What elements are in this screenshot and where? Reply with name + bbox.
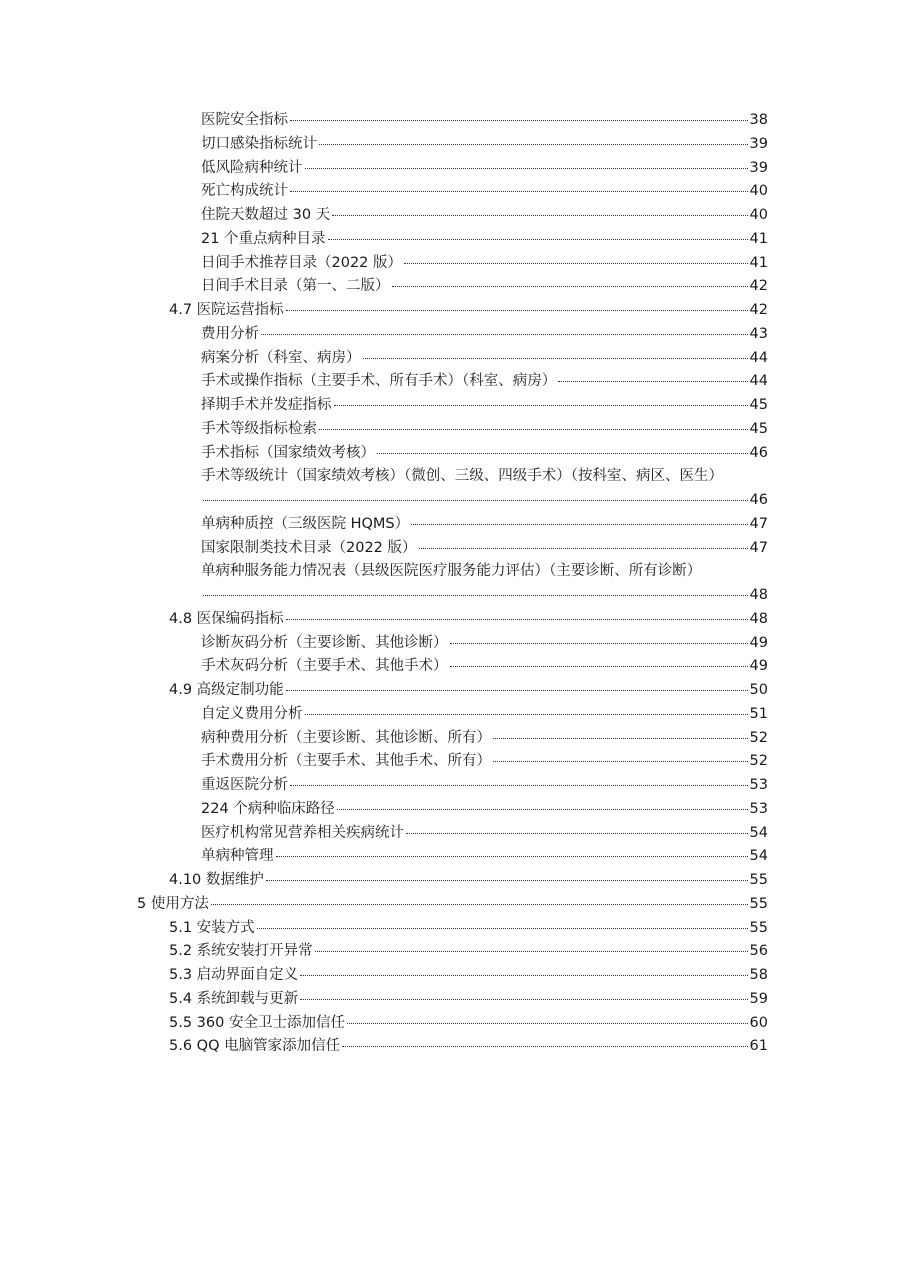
- toc-entry[interactable]: [0, 275, 768, 299]
- toc-entry-title: 日间手术推荐目录（2022 版）: [201, 254, 403, 271]
- toc-entry-page: 59: [749, 990, 768, 1007]
- toc-entry[interactable]: [0, 893, 768, 917]
- toc-entry-title: 低风险病种统计: [201, 159, 303, 176]
- dot-leader: [493, 760, 748, 762]
- toc-entry-title: 自定义费用分析: [201, 705, 303, 722]
- toc-entry-page: 42: [749, 302, 768, 318]
- toc-entry[interactable]: [0, 442, 768, 466]
- toc-entry-page: 47: [749, 539, 768, 556]
- toc-entry[interactable]: [0, 157, 768, 181]
- dot-leader: [450, 665, 748, 667]
- dot-leader: [257, 927, 748, 929]
- toc-entry-title: 诊断灰码分析（主要诊断、其他诊断）: [201, 634, 448, 651]
- toc-entry-title: 单病种管理: [201, 848, 274, 865]
- toc-entry-page: 52: [749, 753, 768, 770]
- toc-entry-page: 39: [749, 135, 768, 152]
- toc-entry-title: 5.3 启动界面自定义: [169, 967, 299, 983]
- toc-entry-title: 5 使用方法: [137, 895, 209, 912]
- toc-entry[interactable]: [0, 679, 768, 703]
- toc-entry-page: 42: [749, 278, 768, 295]
- toc-entry-title: 重返医院分析: [201, 777, 288, 793]
- toc-entry-page: 54: [749, 824, 768, 841]
- dot-leader: [493, 737, 748, 739]
- dot-leader: [211, 903, 748, 905]
- dot-leader: [315, 950, 748, 952]
- toc-entry[interactable]: [0, 798, 768, 822]
- toc-entry-page: 44: [749, 373, 768, 390]
- toc-entry[interactable]: [0, 964, 768, 988]
- toc-entry[interactable]: [0, 418, 768, 442]
- toc-entry-title: 医疗机构常见营养相关疾病统计: [201, 824, 404, 841]
- toc-entry-title: 手术等级统计（国家绩效考核）（微创、三级、四级手术）（按科室、病区、医生）: [201, 468, 723, 485]
- toc-entry-title: 病案分析（科室、病房）: [201, 349, 361, 366]
- toc-entry-page: 60: [749, 1014, 768, 1031]
- dot-leader: [305, 167, 748, 169]
- toc-entry[interactable]: [0, 822, 768, 846]
- dot-leader: [328, 238, 748, 240]
- toc-entry-title: 手术等级指标检索: [201, 420, 317, 437]
- toc-entry[interactable]: [0, 513, 768, 537]
- toc-entry-title: 死亡构成统计: [201, 183, 288, 200]
- toc-entry-title: 5.6 QQ 电脑管家添加信任: [169, 1038, 341, 1055]
- toc-entry-title: 4.7 医院运营指标: [169, 302, 284, 318]
- toc-entry[interactable]: [0, 109, 768, 133]
- toc-entry[interactable]: [0, 750, 768, 774]
- toc-entry[interactable]: [0, 988, 768, 1012]
- toc-entry-page: 41: [749, 230, 768, 247]
- toc-entry-page: 39: [749, 159, 768, 176]
- toc-entry-page: 53: [749, 777, 768, 793]
- toc-entry-page: 44: [749, 349, 768, 366]
- dot-leader: [419, 547, 748, 549]
- dot-leader: [406, 832, 748, 834]
- toc-entry[interactable]: [0, 394, 768, 418]
- toc-entry-title: 4.9 高级定制功能: [169, 682, 284, 698]
- toc-entry-title: 手术指标（国家绩效考核）: [201, 444, 375, 461]
- toc-entry-title: 费用分析: [201, 325, 259, 342]
- toc-entry-page: 48: [749, 610, 768, 627]
- toc-entry-page: 45: [749, 397, 768, 413]
- toc-entry-title: 手术费用分析（主要手术、其他手术、所有）: [201, 753, 491, 770]
- toc-entry-page: 49: [749, 658, 768, 675]
- dot-leader: [300, 974, 747, 976]
- toc-entry[interactable]: [0, 774, 768, 798]
- toc-entry[interactable]: [0, 1012, 768, 1036]
- toc-entry-page: 55: [749, 919, 768, 936]
- toc-entry-page: 55: [749, 895, 768, 912]
- toc-entry[interactable]: [0, 845, 768, 869]
- toc-entry-page: 38: [749, 112, 768, 128]
- toc-entry[interactable]: [0, 940, 768, 964]
- dot-leader: [363, 357, 748, 359]
- toc-entry[interactable]: [0, 180, 768, 204]
- dot-leader: [286, 309, 748, 311]
- dot-leader: [286, 689, 748, 691]
- toc-entry-title: 单病种质控（三级医院 HQMS）: [201, 515, 410, 532]
- toc-entry-title: 5.1 安装方式: [169, 919, 255, 936]
- dot-leader: [377, 452, 748, 454]
- toc-entry-page: 46: [749, 492, 768, 508]
- toc-entry-title: 21 个重点病种目录: [201, 230, 326, 247]
- toc-entry-title: 日间手术目录（第一、二版）: [201, 278, 390, 295]
- toc-entry-title: 4.10 数据维护: [169, 872, 264, 888]
- dot-leader: [319, 143, 748, 145]
- toc-entry[interactable]: [0, 228, 768, 252]
- toc-entry-title: 手术灰码分析（主要手术、其他手术）: [201, 658, 448, 675]
- toc-entry[interactable]: [0, 323, 768, 347]
- toc-entry[interactable]: [0, 917, 768, 941]
- toc-entry-page: 55: [749, 872, 768, 888]
- toc-entry-page: 40: [749, 183, 768, 200]
- toc-entry-page: 49: [749, 634, 768, 651]
- toc-entry[interactable]: [0, 727, 768, 751]
- dot-leader: [203, 499, 748, 501]
- toc-entry-page: 61: [749, 1038, 768, 1055]
- toc-entry[interactable]: [0, 869, 768, 893]
- toc-entry-title: 5.4 系统卸载与更新: [169, 990, 299, 1007]
- toc-entry-page: 50: [749, 682, 768, 698]
- toc-entry-page: 45: [749, 420, 768, 437]
- dot-leader: [558, 380, 747, 382]
- toc-entry-title: 病种费用分析（主要诊断、其他诊断、所有）: [201, 729, 491, 746]
- toc-entry-page: 58: [749, 967, 768, 983]
- dot-leader: [276, 855, 748, 857]
- toc-entry-page: 48: [749, 587, 768, 603]
- toc-entry-title: 国家限制类技术目录（2022 版）: [201, 539, 417, 556]
- toc-entry-title: 手术或操作指标（主要手术、所有手术）（科室、病房）: [201, 373, 557, 390]
- toc-entry-page: 40: [749, 207, 768, 223]
- dot-leader: [290, 190, 748, 192]
- dot-leader: [332, 214, 747, 216]
- toc-entry[interactable]: [0, 347, 768, 371]
- toc-entry[interactable]: [0, 703, 768, 727]
- dot-leader: [411, 523, 747, 525]
- dot-leader: [319, 428, 748, 430]
- toc-entry-title: 224 个病种临床路径: [201, 800, 335, 817]
- toc-entry[interactable]: [0, 632, 768, 656]
- dot-leader: [342, 1045, 747, 1047]
- toc-entry[interactable]: [0, 1035, 768, 1059]
- toc-entry-page: 41: [749, 254, 768, 271]
- toc-entry-page: 51: [749, 705, 768, 722]
- toc-entry-page: 52: [749, 729, 768, 746]
- toc-entry-page: 46: [749, 444, 768, 461]
- dot-leader: [261, 333, 748, 335]
- toc-entry[interactable]: [0, 370, 768, 394]
- dot-leader: [290, 119, 748, 121]
- toc-entry-title: 4.8 医保编码指标: [169, 610, 284, 627]
- toc-list: [0, 109, 768, 1059]
- toc-entry[interactable]: [0, 560, 768, 608]
- table-of-contents: [0, 109, 905, 1059]
- toc-entry-page: 47: [749, 515, 768, 532]
- toc-entry-title: 单病种服务能力情况表（县级医院医疗服务能力评估）（主要诊断、所有诊断）: [201, 563, 702, 580]
- dot-leader: [305, 713, 748, 715]
- toc-entry-title: 住院天数超过 30 天: [201, 207, 331, 223]
- dot-leader: [290, 784, 748, 786]
- dot-leader: [334, 404, 748, 406]
- dot-leader: [203, 594, 748, 596]
- toc-entry-title: 5.2 系统安装打开异常: [169, 943, 313, 960]
- toc-entry[interactable]: [0, 655, 768, 679]
- dot-leader: [392, 285, 748, 287]
- dot-leader: [286, 618, 748, 620]
- toc-entry-page: 53: [749, 800, 768, 817]
- toc-entry-title: 医院安全指标: [201, 112, 288, 128]
- dot-leader: [300, 998, 747, 1000]
- toc-entry-title: 5.5 360 安全卫士添加信任: [169, 1014, 345, 1031]
- dot-leader: [347, 1022, 748, 1024]
- toc-entry-page: 56: [749, 943, 768, 960]
- toc-entry[interactable]: [0, 465, 768, 513]
- toc-entry[interactable]: [0, 608, 768, 632]
- dot-leader: [404, 262, 748, 264]
- dot-leader: [450, 642, 748, 644]
- toc-entry-page: 54: [749, 848, 768, 865]
- toc-entry[interactable]: [0, 252, 768, 276]
- toc-entry-title: 切口感染指标统计: [201, 135, 317, 152]
- toc-entry-title: 择期手术并发症指标: [201, 397, 332, 413]
- toc-entry[interactable]: [0, 133, 768, 157]
- toc-entry-page: 43: [749, 325, 768, 342]
- dot-leader: [266, 879, 748, 881]
- toc-entry[interactable]: [0, 204, 768, 228]
- dot-leader: [337, 808, 748, 810]
- toc-entry[interactable]: [0, 537, 768, 561]
- toc-entry[interactable]: [0, 299, 768, 323]
